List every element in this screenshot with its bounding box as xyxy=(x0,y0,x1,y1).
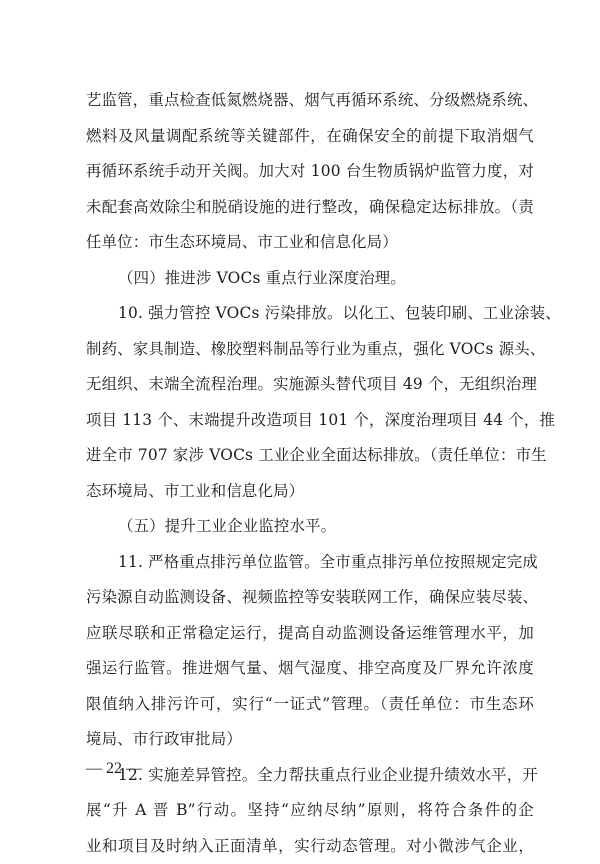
text-line: 燃料及风量调配系统等关键部件，在确保安全的前提下取消烟气 xyxy=(86,119,534,155)
item-heading-line: 11. 严格重点排污单位监管。全市重点排污单位按照规定完成 xyxy=(86,545,534,581)
page-number: — 22 — xyxy=(86,760,142,778)
document-body xyxy=(86,83,534,864)
text-line: 业和项目及时纳入正面清单，实行动态管理。对小微涉气企业， xyxy=(86,829,534,864)
text-line: 污染源自动监测设备、视频监控等安装联网工作，确保应装尽装、 xyxy=(86,580,534,616)
text-line: 未配套高效除尘和脱硝设施的进行整改，确保稳定达标排放。（责 xyxy=(86,190,534,226)
text-line: 再循环系统手动开关阀。加大对 100 台生物质锅炉监管力度，对 xyxy=(86,154,534,190)
item-heading-line: 10. 强力管控 VOCs 污染排放。以化工、包装印刷、工业涂装、 xyxy=(86,296,534,332)
text-line: 展“升 A 晋 B”行动。坚持“应纳尽纳”原则，将符合条件的企 xyxy=(86,793,534,829)
item-heading-line: 12. 实施差异管控。全力帮扶重点行业企业提升绩效水平，开 xyxy=(86,758,534,794)
text-line: 强运行监管。推进烟气量、烟气湿度、排空高度及厂界允许浓度 xyxy=(86,651,534,687)
text-line: 进全市 707 家涉 VOCs 工业企业全面达标排放。（责任单位：市生 xyxy=(86,438,534,474)
text-line: 无组织、末端全流程治理。实施源头替代项目 49 个，无组织治理 xyxy=(86,367,534,403)
text-line: 项目 113 个、末端提升改造项目 101 个，深度治理项目 44 个，推 xyxy=(86,403,534,439)
text-line: 应联尽联和正常稳定运行，提高自动监测设备运维管理水平，加 xyxy=(86,616,534,652)
text-line: 任单位：市生态环境局、市工业和信息化局） xyxy=(86,225,534,261)
text-line: 境局、市行政审批局） xyxy=(86,722,534,758)
section-heading: （五）提升工业企业监控水平。 xyxy=(86,509,534,545)
text-line: 态环境局、市工业和信息化局） xyxy=(86,474,534,510)
text-line: 制药、家具制造、橡胶塑料制品等行业为重点，强化 VOCs 源头、 xyxy=(86,332,534,368)
text-line: 艺监管，重点检查低氮燃烧器、烟气再循环系统、分级燃烧系统、 xyxy=(86,83,534,119)
text-line: 限值纳入排污许可，实行“一证式”管理。（责任单位：市生态环 xyxy=(86,687,534,723)
section-heading: （四）推进涉 VOCs 重点行业深度治理。 xyxy=(86,261,534,297)
